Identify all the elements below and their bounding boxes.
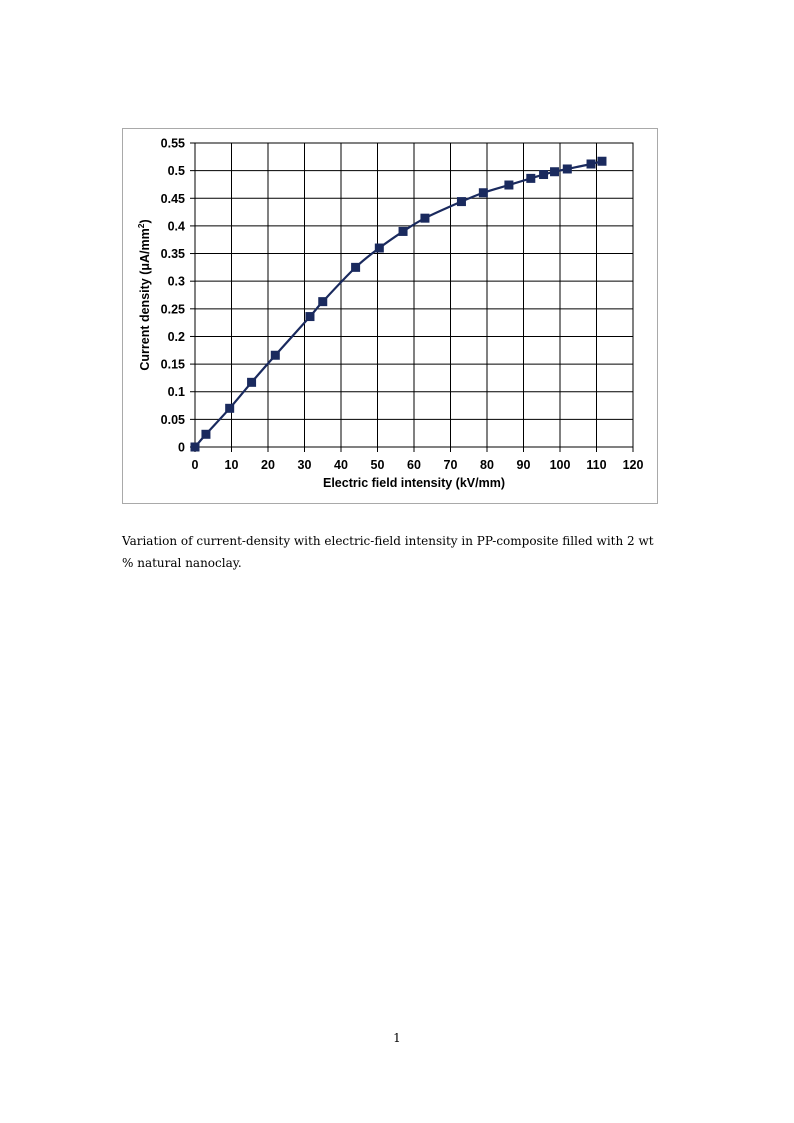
data-point-marker	[457, 197, 466, 206]
tick-label-layer	[161, 137, 644, 473]
y-axis-title-end: )	[138, 219, 152, 224]
series-layer	[191, 157, 607, 452]
data-point-marker	[247, 378, 256, 387]
x-tick-label: 120	[622, 458, 644, 472]
x-tick-label: 50	[370, 458, 385, 472]
data-point-marker	[375, 244, 384, 253]
y-tick-label: 0.2	[167, 329, 185, 344]
y-axis-title	[136, 219, 152, 370]
y-tick-label: 0	[178, 440, 185, 455]
series-line	[195, 161, 602, 447]
x-tick-label: 80	[480, 458, 494, 472]
data-point-marker	[479, 188, 488, 197]
data-point-marker	[526, 174, 535, 183]
x-tick-label: 40	[334, 458, 348, 472]
x-tick-label: 10	[224, 458, 239, 472]
x-axis-title: Electric field intensity (kV/mm)	[323, 476, 505, 490]
data-point-marker	[420, 214, 429, 223]
x-tick-label: 100	[549, 458, 571, 472]
x-tick-label: 0	[191, 458, 199, 472]
y-tick-label: 0.45	[160, 191, 185, 206]
y-axis-title-superscript: 2	[136, 223, 146, 229]
x-tick-label: 60	[407, 458, 421, 472]
x-tick-label: 70	[443, 458, 458, 472]
y-tick-label: 0.4	[167, 219, 185, 234]
chart-frame	[122, 128, 658, 504]
data-point-marker	[351, 263, 360, 272]
data-point-marker	[191, 443, 200, 452]
x-tick-label: 20	[261, 458, 275, 472]
chart-svg	[123, 129, 659, 505]
data-point-marker	[550, 167, 559, 176]
data-point-marker	[587, 160, 596, 169]
page-number: 1	[393, 1031, 401, 1045]
data-point-marker	[597, 157, 606, 166]
y-tick-label: 0.15	[160, 357, 185, 372]
y-tick-label: 0.5	[167, 164, 185, 179]
data-point-marker	[563, 164, 572, 173]
figure-caption: Variation of current-density with electric-field intensity in PP-composite filled with 2 wt % natural nanoclay.	[122, 534, 654, 570]
data-point-marker	[539, 170, 548, 179]
data-point-marker	[318, 297, 327, 306]
y-axis-title-main: Current density (μA/mm	[138, 228, 152, 371]
y-tick-label: 0.1	[167, 385, 185, 400]
y-tick-label: 0.35	[160, 247, 185, 262]
y-tick-label: 0.05	[160, 412, 185, 427]
x-tick-label: 30	[297, 458, 312, 472]
x-tick-label: 90	[516, 458, 531, 472]
data-point-marker	[271, 351, 280, 360]
axis-layer	[190, 143, 633, 452]
y-tick-label: 0.55	[160, 136, 185, 151]
x-tick-label: 110	[586, 458, 607, 472]
y-tick-label: 0.3	[167, 274, 185, 289]
data-point-marker	[201, 430, 210, 439]
data-point-marker	[225, 404, 234, 413]
y-tick-label: 0.25	[160, 302, 185, 317]
grid-layer	[195, 143, 633, 447]
data-point-marker	[399, 227, 408, 236]
data-point-marker	[504, 181, 513, 190]
data-point-marker	[305, 312, 314, 321]
